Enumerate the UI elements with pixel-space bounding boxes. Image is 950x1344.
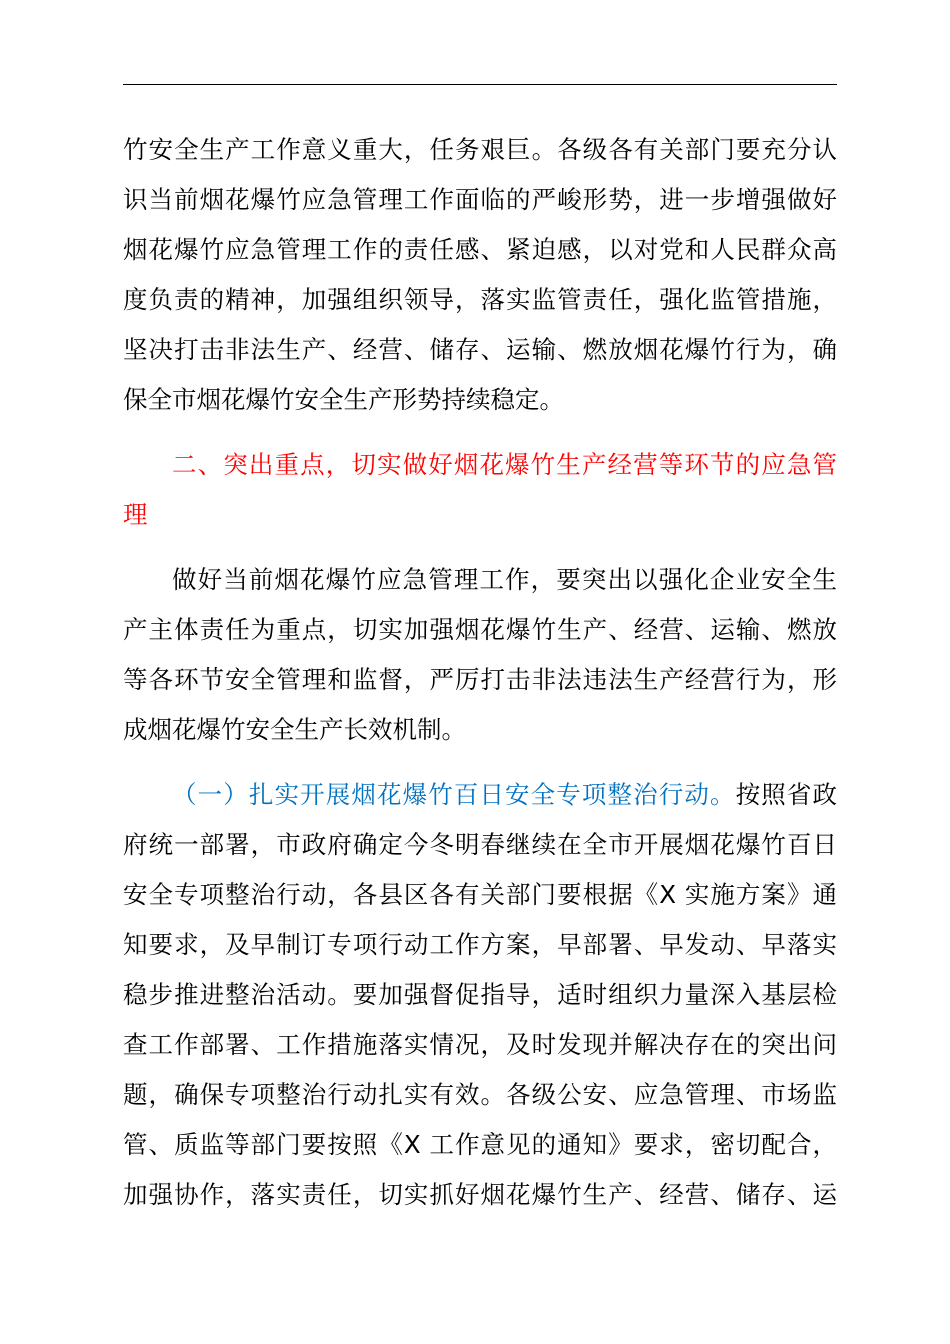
paragraph-focus	[123, 555, 837, 755]
heading-line: 二、突出重点，切实做好烟花爆竹生产经营等环节的应急管	[172, 450, 837, 479]
text-line: 知要求，及早制订专项行动工作方案，早部署、早发动、早落实	[123, 930, 837, 959]
heading-line: 理	[123, 500, 148, 529]
text-line: 坚决打击非法生产、经营、储存、运输、燃放烟花爆竹行为，确	[123, 335, 837, 364]
text-line: 稳步推进整治活动。要加强督促指导，适时组织力量深入基层检	[123, 980, 837, 1009]
header-rule	[123, 84, 837, 85]
text-line: 查工作部署、工作措施落实情况，及时发现并解决存在的突出问	[123, 1030, 837, 1059]
text-line: 题，确保专项整治行动扎实有效。各级公安、应急管理、市场监	[123, 1080, 837, 1109]
text-line: 安全专项整治行动，各县区各有关部门要根据《X 实施方案》通	[123, 880, 837, 909]
text-line: 竹安全生产工作意义重大，任务艰巨。各级各有关部门要充分认	[123, 135, 837, 164]
subheading-1: （一）扎实开展烟花爆竹百日安全专项整治行动。	[172, 780, 736, 809]
text-line: 识当前烟花爆竹应急管理工作面临的严峻形势，进一步增强做好	[123, 185, 837, 214]
text-fragment: 按照省政	[735, 780, 838, 809]
text-line: 管、质监等部门要按照《X 工作意见的通知》要求，密切配合，	[123, 1130, 837, 1159]
document-body	[123, 125, 837, 1220]
text-line: 府统一部署，市政府确定今冬明春继续在全市开展烟花爆竹百日	[123, 830, 837, 859]
text-line: 保全市烟花爆竹安全生产形势持续稳定。	[123, 385, 564, 414]
text-line-with-subheading	[123, 770, 837, 820]
paragraph-special-campaign	[123, 770, 837, 1220]
section-heading-2	[123, 440, 837, 540]
text-line: 做好当前烟花爆竹应急管理工作，要突出以强化企业安全生	[172, 565, 837, 594]
text-line: 等各环节安全管理和监督，严厉打击非法违法生产经营行为，形	[123, 665, 837, 694]
text-line: 加强协作，落实责任，切实抓好烟花爆竹生产、经营、储存、运	[123, 1180, 837, 1209]
text-line: 度负责的精神，加强组织领导，落实监管责任，强化监管措施，	[123, 285, 837, 314]
text-line: 成烟花爆竹安全生产长效机制。	[123, 715, 466, 744]
text-line: 烟花爆竹应急管理工作的责任感、紧迫感，以对党和人民群众高	[123, 235, 837, 264]
text-line: 产主体责任为重点，切实加强烟花爆竹生产、经营、运输、燃放	[123, 615, 837, 644]
paragraph-intro	[123, 125, 837, 425]
